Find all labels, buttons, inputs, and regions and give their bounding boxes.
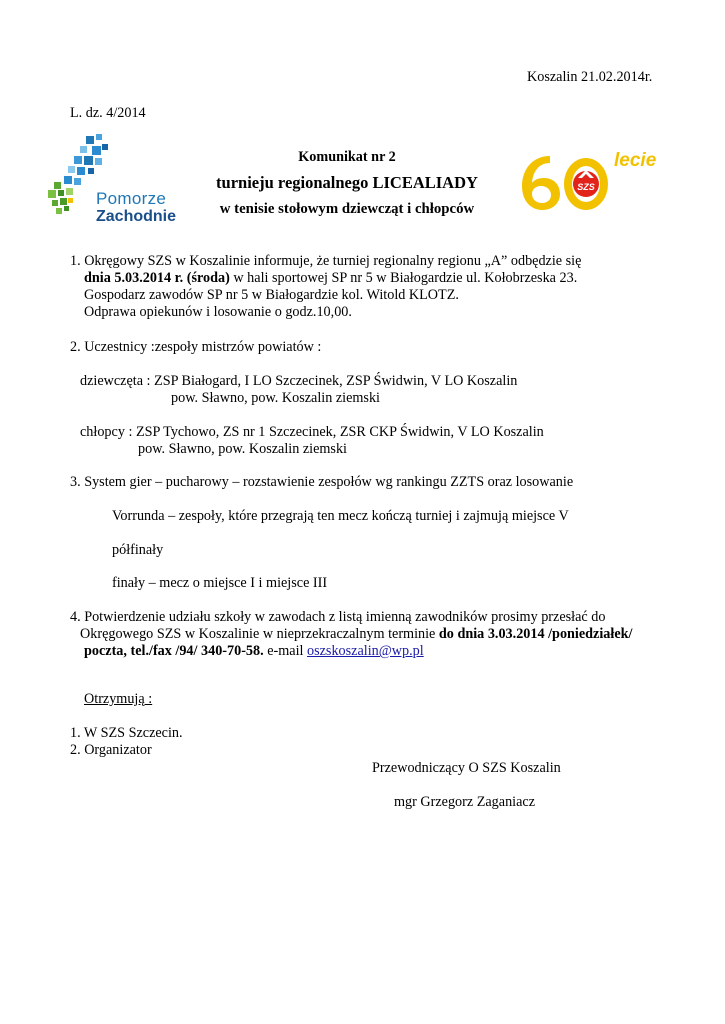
email-label: e-mail [263,643,308,659]
section2-heading: 2. Uczestnicy :zespoły mistrzów powiatów : [70,339,322,355]
deadline-intro: Okręgowego SZS w Koszalinie w nieprzekraczalnym terminie [80,626,439,642]
place-date: Koszalin 21.02.2014r. [527,69,653,85]
reference-number: L. dz. 4/2014 [70,105,146,121]
recipient-item-1: 1. W SZS Szczecin. [70,725,183,741]
section4-line3 [84,643,424,660]
section1-line1: 1. Okręgowy SZS w Koszalinie informuje, że turniej regionalny regionu „A” odbędzie się [70,253,582,269]
section3-heading: 3. System gier – pucharowy – rozstawienie zespołów wg rankingu ZZTS oraz losowanie [70,474,574,490]
boys-teams-line2: pow. Sławno, pow. Koszalin ziemski [138,441,347,457]
boys-teams-line1: chłopcy : ZSP Tychowo, ZS nr 1 Szczecinek, ZSR CKP Świdwin, V LO Koszalin [80,424,544,440]
email-link[interactable]: oszskoszalin@wp.pl [307,643,424,659]
section4-line1: 4. Potwierdzenie udziału szkoły w zawodach z listą imienną zawodników prosimy przesłać do [70,609,606,625]
deadline-date: do dnia 3.03.2014 /poniedziałek/ [438,626,633,642]
section1-line4: Odprawa opiekunów i losowanie o godz.10,00. [84,304,352,320]
system-item-vorrunda: Vorrunda – zespoły, które przegrają ten mecz kończą turniej i zajmują miejsce V [112,508,569,524]
signature-role: Przewodniczący O SZS Koszalin [372,760,561,776]
girls-teams-line1: dziewczęta : ZSP Białogard, I LO Szczecinek, ZSP Świdwin, V LO Koszalin [80,373,518,389]
section4-line2 [80,626,632,643]
recipient-item-2: 2. Organizator [70,742,152,758]
contact-phone: poczta, tel./fax /94/ 340-70-58. [84,643,264,659]
girls-teams-line2: pow. Sławno, pow. Koszalin ziemski [171,390,380,406]
title-line-2: turnieju regionalnego LICEALIADY [216,173,478,192]
event-date: dnia 5.03.2014 r. (środa) [84,270,230,286]
recipients-heading: Otrzymują : [84,691,153,707]
system-item-finals: finały – mecz o miejsce I i miejsce III [112,575,328,591]
pomorze-logo-line2: Zachodnie [96,208,177,225]
lecie-text: lecie [614,150,657,171]
szs-badge-text: SZS [577,182,595,192]
signature-name: mgr Grzegorz Zaganiacz [394,794,536,810]
pomorze-logo-line1: Pomorze [96,189,167,208]
system-item-semifinals: półfinały [112,542,164,558]
title-line-1: Komunikat nr 2 [298,149,396,165]
title-line-3: w tenisie stołowym dziewcząt i chłopców [219,201,475,217]
section1-line2 [84,270,577,287]
event-venue: w hali sportowej SP nr 5 w Białogardzie ul. Kołobrzeska 23. [229,270,578,286]
section1-line3: Gospodarz zawodów SP nr 5 w Białogardzie kol. Witold KLOTZ. [84,287,459,303]
